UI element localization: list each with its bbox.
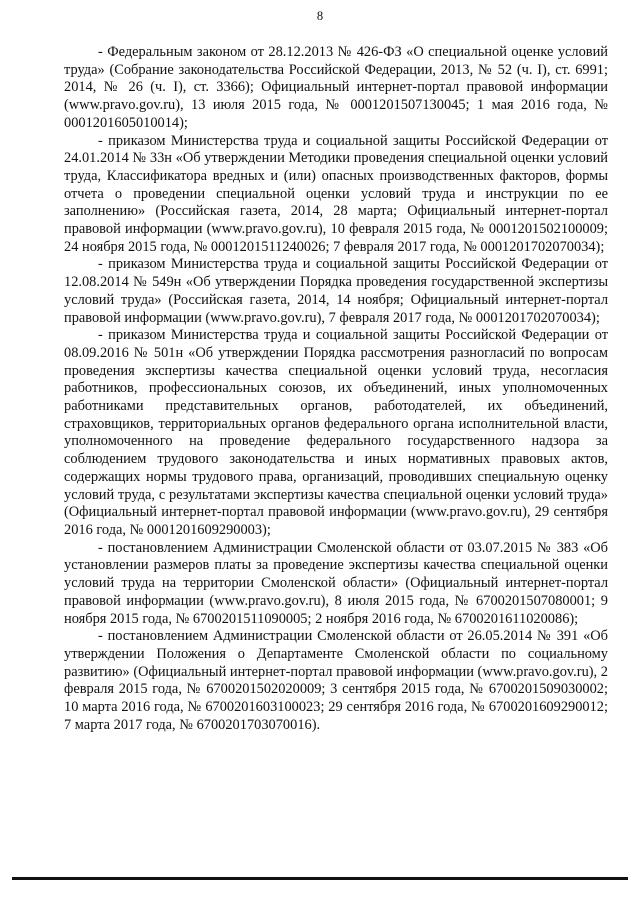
legal-reference-order-501n: - приказом Министерства труда и социальной защиты Российской Федерации от 08.09.2016 № 501н «Об утверждении Порядка рассмотрения разногласий по вопросам проведения экспертизы качества специальной оценки условий труда, несогласия работников, профессиональных союзов, их объединений, иных уполномоченных работниками представительных органов, работодателей, их объединений, страховщиков, территориальных органов федерального органа исполнительной власти, уполномоченного на проведение федерального государственного надзора за соблюдением трудового законодательства и иных нормативных правовых актов, содержащих нормы трудового права, организаций, проводивших специальную оценку условий труда, с результатами экспертизы качества специальной оценки условий труда» (Официальный интернет-портал правовой информации (www.pravo.gov.ru), 29 сентября 2016 года, № 0001201609290003); xyxy=(64,327,608,538)
legal-reference-resolution-391: - постановлением Администрации Смоленской области от 26.05.2014 № 391 «Об утверждении Положения о Департаменте Смоленской области по социальному развитию» (Официальный интернет-портал правовой информации (www.pravo.gov.ru), 2 февраля 2015 года, № 6700201502020009; 3 сентября 2015 года, № 6700201509030002; 10 марта 2016 года, № 6700201603100023; 29 сентября 2016 года, № 6700201609290012; 7 марта 2017 года, № 6700201703070016). xyxy=(64,628,608,733)
legal-reference-order-33n: - приказом Министерства труда и социальной защиты Российской Федерации от 24.01.2014 № 33н «Об утверждении Методики проведения специальной оценки условий труда, Классификатора вредных и (или) опасных производственных факторов, формы отчета о проведении специальной оценки условий труда и инструкции по ее заполнению» (Российская газета, 2014, 28 марта; Официальный интернет-портал правовой информации (www.pravo.gov.ru), 10 февраля 2015 года, № 0001201502100009; 24 ноября 2015 года, № 0001201511240026; 7 февраля 2017 года, № 0001201702070034); xyxy=(64,132,608,255)
page-number: 8 xyxy=(316,9,324,23)
document-body xyxy=(64,44,608,734)
legal-reference-resolution-383: - постановлением Администрации Смоленской области от 03.07.2015 № 383 «Об установлении размеров платы за проведение экспертизы качества специальной оценки условий труда на территории Смоленской области» (Официальный интернет-портал правовой информации (www.pravo.gov.ru), 8 июля 2015 года, № 6700201507080001; 9 ноября 2015 года, № 6700201511090005; 2 ноября 2016 года, № 6700201611020086); xyxy=(64,539,608,627)
legal-reference-federal-law-426: - Федеральным законом от 28.12.2013 № 426-ФЗ «О специальной оценке условий труда» (Собрание законодательства Российской Федерации, 2013, № 52 (ч. I), ст. 6991; 2014, № 26 (ч. I), ст. 3366); Официальный интернет-портал правовой информации (www.pravo.gov.ru), 13 июля 2015 года, № 0001201507130045; 1 мая 2016 года, № 0001201605010014); xyxy=(64,44,608,131)
bottom-rule xyxy=(12,877,628,880)
legal-reference-order-549n: - приказом Министерства труда и социальной защиты Российской Федерации от 12.08.2014 № 549н «Об утверждении Порядка проведения государственной экспертизы условий труда» (Российская газета, 2014, 14 ноября; Официальный интернет-портал правовой информации (www.pravo.gov.ru), 7 февраля 2017 года, № 0001201702070034); xyxy=(64,256,608,326)
